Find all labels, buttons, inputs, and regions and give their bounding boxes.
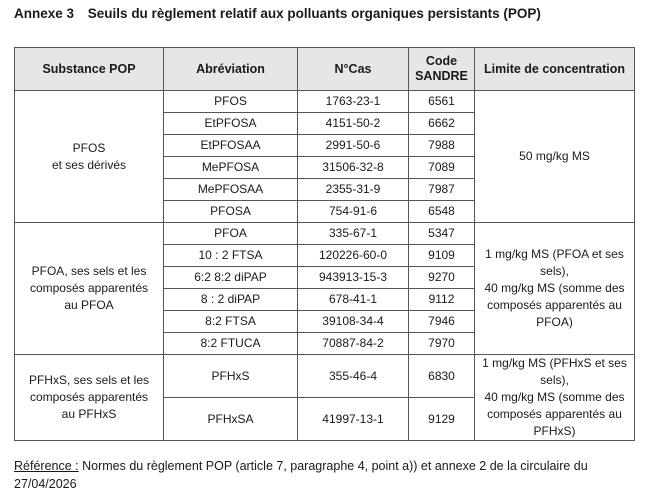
substance-line: composés apparentés bbox=[29, 281, 149, 295]
abbreviation-cell: PFOA bbox=[164, 223, 298, 245]
code-cell: 7988 bbox=[409, 135, 475, 157]
limit-line: 1 mg/kg MS (PFOA et ses bbox=[485, 247, 624, 261]
cas-cell: 70887-84-2 bbox=[298, 333, 409, 355]
substance-line: composés apparentés bbox=[29, 390, 149, 404]
header-cas: N°Cas bbox=[298, 48, 409, 91]
abbreviation-cell: PFHxSA bbox=[164, 398, 298, 441]
limit-line: sels), bbox=[540, 264, 569, 278]
header-substance: Substance POP bbox=[15, 48, 164, 91]
header-code-sandre bbox=[409, 48, 475, 91]
pop-thresholds-table bbox=[14, 47, 635, 441]
code-cell: 7089 bbox=[409, 157, 475, 179]
cas-cell: 39108-34-4 bbox=[298, 311, 409, 333]
limit-cell bbox=[475, 91, 635, 223]
abbreviation-cell: 8:2 FTSA bbox=[164, 311, 298, 333]
substance-line: PFHxS, ses sels et les bbox=[28, 373, 150, 387]
code-cell: 9109 bbox=[409, 245, 475, 267]
code-cell: 6662 bbox=[409, 113, 475, 135]
substance-group-cell bbox=[15, 355, 164, 441]
substance-line: au PFHxS bbox=[61, 407, 117, 421]
limit-line: 40 mg/kg MS (somme des bbox=[484, 390, 625, 404]
code-cell: 6830 bbox=[409, 355, 475, 398]
code-cell: 9270 bbox=[409, 267, 475, 289]
limit-line: 40 mg/kg MS (somme des bbox=[484, 281, 625, 295]
annex-number: Annexe 3 bbox=[14, 6, 75, 21]
reference-text: Normes du règlement POP (article 7, paragraphe 4, point a)) et annexe 2 de la circulaire du 27/04/2026 bbox=[14, 459, 588, 491]
substance-group-cell bbox=[15, 91, 164, 223]
limit-line: PFHxS) bbox=[533, 424, 576, 438]
cas-cell: 335-67-1 bbox=[298, 223, 409, 245]
code-cell: 5347 bbox=[409, 223, 475, 245]
limit-line: composés apparentés au bbox=[487, 407, 622, 421]
code-cell: 7970 bbox=[409, 333, 475, 355]
header-code-line1: Code bbox=[425, 54, 458, 68]
cas-cell: 120226-60-0 bbox=[298, 245, 409, 267]
reference-label: Référence : bbox=[14, 459, 79, 473]
abbreviation-cell: MePFOSA bbox=[164, 157, 298, 179]
abbreviation-cell: PFHxS bbox=[164, 355, 298, 398]
limit-line: 1 mg/kg MS (PFHxS et ses bbox=[482, 356, 627, 370]
cas-cell: 754-91-6 bbox=[298, 201, 409, 223]
cas-cell: 1763-23-1 bbox=[298, 91, 409, 113]
abbreviation-cell: PFOSA bbox=[164, 201, 298, 223]
substance-line: au PFOA bbox=[64, 298, 114, 312]
limit-line: 50 mg/kg MS bbox=[519, 149, 590, 163]
abbreviation-cell: EtPFOSA bbox=[164, 113, 298, 135]
code-cell: 9112 bbox=[409, 289, 475, 311]
substance-line: et ses dérivés bbox=[51, 157, 127, 172]
code-cell: 6561 bbox=[409, 91, 475, 113]
limit-line: composés apparentés au bbox=[487, 298, 622, 312]
header-code-line2: SANDRE bbox=[415, 69, 468, 83]
abbreviation-cell: 6:2 8:2 diPAP bbox=[164, 267, 298, 289]
abbreviation-cell: MePFOSAA bbox=[164, 179, 298, 201]
cas-cell: 943913-15-3 bbox=[298, 267, 409, 289]
substance-group-cell bbox=[15, 223, 164, 355]
reference-note bbox=[14, 457, 639, 493]
code-cell: 7946 bbox=[409, 311, 475, 333]
table-row bbox=[15, 355, 635, 398]
limit-cell bbox=[475, 223, 635, 355]
abbreviation-cell: PFOS bbox=[164, 91, 298, 113]
code-cell: 9129 bbox=[409, 398, 475, 441]
table-row bbox=[15, 91, 635, 113]
annex-heading bbox=[14, 6, 541, 21]
code-cell: 6548 bbox=[409, 201, 475, 223]
cas-cell: 678-41-1 bbox=[298, 289, 409, 311]
cas-cell: 4151-50-2 bbox=[298, 113, 409, 135]
table-header-row bbox=[15, 48, 635, 91]
cas-cell: 355-46-4 bbox=[298, 355, 409, 398]
cas-cell: 2991-50-6 bbox=[298, 135, 409, 157]
abbreviation-cell: 8:2 FTUCA bbox=[164, 333, 298, 355]
code-cell: 7987 bbox=[409, 179, 475, 201]
abbreviation-cell: 10 : 2 FTSA bbox=[164, 245, 298, 267]
annex-title: Seuils du règlement relatif aux polluants organiques persistants (POP) bbox=[87, 6, 541, 21]
substance-line: PFOS bbox=[72, 140, 106, 155]
table-row bbox=[15, 223, 635, 245]
header-abbreviation: Abréviation bbox=[164, 48, 298, 91]
substance-line: PFOA, ses sels et les bbox=[31, 264, 147, 278]
cas-cell: 2355-31-9 bbox=[298, 179, 409, 201]
cas-cell: 31506-32-8 bbox=[298, 157, 409, 179]
cas-cell: 41997-13-1 bbox=[298, 398, 409, 441]
abbreviation-cell: 8 : 2 diPAP bbox=[164, 289, 298, 311]
abbreviation-cell: EtPFOSAA bbox=[164, 135, 298, 157]
header-limit: Limite de concentration bbox=[475, 48, 635, 91]
limit-cell bbox=[475, 355, 635, 441]
limit-line: sels), bbox=[540, 373, 569, 387]
limit-line: PFOA) bbox=[536, 315, 573, 329]
